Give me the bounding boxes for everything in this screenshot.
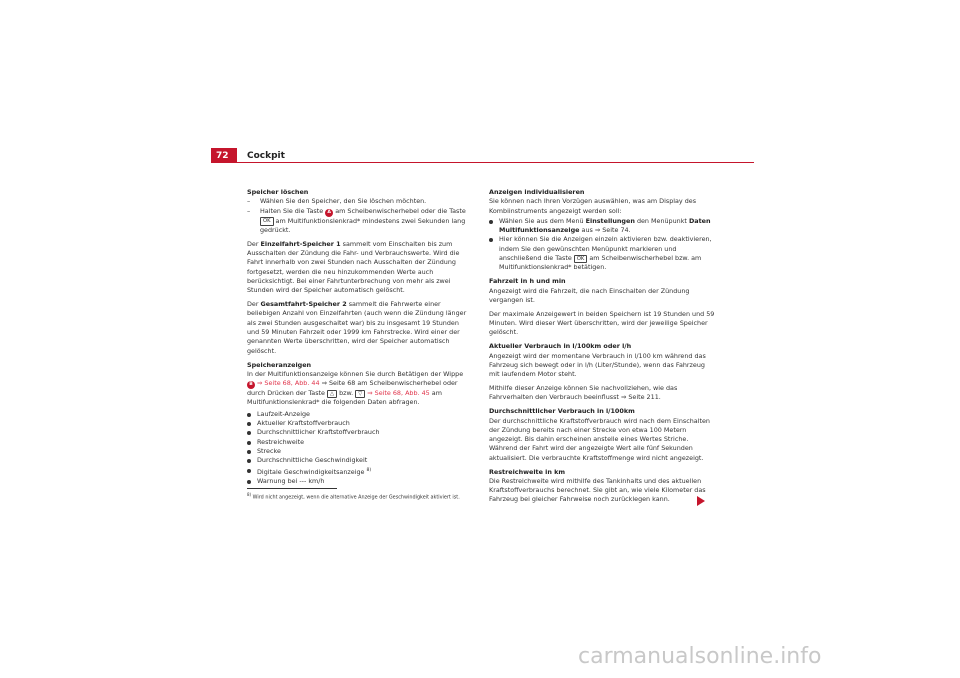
list-item <box>247 456 473 465</box>
bullet-icon <box>247 422 251 426</box>
step-item <box>247 197 473 206</box>
key-a-icon: A <box>325 209 333 217</box>
paragraph: Der maximale Anzeigewert in beiden Speichern ist 19 Stunden und 59 Minuten. Wird dieser Wert überschritten, wird der jeweilige Speicher gelöscht. <box>489 309 715 337</box>
list-item <box>247 410 473 419</box>
bullet-icon <box>247 413 251 417</box>
list-item-label: Laufzeit-Anzeige <box>257 409 310 418</box>
paragraph: Der durchschnittliche Kraftstoffverbrauch wird nach dem Einschalten der Zündung bereits nach einer Strecke von etwa 100 Metern angezeigt. Bis dahin erscheinen anstelle eines Wertes Striche. Während der Fahrt wird der angezeigte Wert alle fünf Sekunden aktualisiert. Die verbrauchte Kraftstoffmenge wird nicht angezeigt. <box>489 416 710 462</box>
header-divider <box>211 162 754 163</box>
list-item-label: Durchschnittlicher Kraftstoffverbrauch <box>257 428 380 437</box>
footnote-marker: 8) <box>247 492 252 497</box>
text: sammelt die Fahrwerte einer beliebigen Anzahl von Einzelfahrten (auch wenn die Zündung länger als zwei Stunden ausgeschaltet war) bis zu insgesamt 19 Stunden und 59 Minuten Fahrzeit oder 1999 km Fahrstrecke. Wird einer der genannten Werte überschritten, wird der Speicher automatisch gelöscht. <box>247 300 467 355</box>
list-item-label: Strecke <box>257 446 281 455</box>
list-item <box>247 477 473 486</box>
text: Hier können Sie die Anzeigen einzeln aktivieren bzw. deaktivieren, indem Sie den gewünschten Menüpunkt markieren und anschließend die Taste <box>499 235 712 263</box>
bullet-icon <box>247 431 251 435</box>
list-item <box>247 447 473 456</box>
heading-aktueller-verbrauch: Aktueller Verbrauch in l/100km oder l/h <box>489 342 632 351</box>
heading-restreichweite: Restreichweite in km <box>489 467 566 476</box>
bullet-icon <box>247 469 251 473</box>
bullet-icon <box>247 459 251 463</box>
text: aus ⇒ Seite 74. <box>581 226 631 235</box>
bullet-icon <box>247 480 251 484</box>
paragraph <box>247 240 473 296</box>
footnote-divider <box>247 488 337 489</box>
footnote <box>247 491 473 502</box>
list-item <box>489 217 715 236</box>
ok-button-icon: OK <box>574 255 588 264</box>
text: sammelt vom Einschalten bis zum Ausschalten der Zündung die Fahr- und Verbrauchswerte. Wird die Fahrt innerhalb von zwei Stunden nach Ausschalten der Zündung fortgesetzt, werden die neu hinzukommenden Werte auch berücksichtigt. Bei einer Fahrtunterbrechung von mehr als zwei Stunden wird der Speicher automatisch gelöscht. <box>247 239 460 295</box>
list-item-label: Digitale Geschwindigkeitsanzeige <box>257 467 365 476</box>
text: den Menüpunkt <box>636 216 687 225</box>
bullet-icon <box>247 441 251 445</box>
menu-term-daten: Daten Multifunktionsanzeige <box>499 216 711 235</box>
text: Wählen Sie aus dem Menü <box>499 216 584 225</box>
list-item <box>489 235 715 272</box>
list-item <box>247 438 473 447</box>
bullet-icon <box>489 238 493 242</box>
text: In der Multifunktionsanzeige können Sie durch Betätigen der Wippe <box>247 369 464 378</box>
watermark: carmanualsonline.info <box>578 644 822 669</box>
list-item <box>247 428 473 437</box>
paragraph <box>247 300 473 356</box>
bullet-icon <box>247 450 251 454</box>
up-key-icon: △ <box>327 390 337 399</box>
dash-marker: – <box>247 197 251 206</box>
text: Der <box>247 239 259 248</box>
text: am Multifunktionslenkrad* die folgenden Daten abfragen. <box>247 389 442 407</box>
paragraph <box>247 370 473 408</box>
step-item <box>247 207 473 236</box>
heading-fahrzeit: Fahrzeit in h und min <box>489 277 566 286</box>
continue-arrow-icon <box>697 496 705 506</box>
text: ⇒ Seite 68 am Scheibenwischerhebel oder durch Drücken der Taste <box>247 379 458 398</box>
paragraph: Angezeigt wird die Fahrzeit, die nach Einschalten der Zündung vergangen ist. <box>489 286 690 304</box>
figure-link[interactable]: ⇒ Seite 68, Abb. 44 <box>257 379 320 388</box>
right-column <box>489 188 715 509</box>
key-b-icon: B <box>247 381 255 389</box>
footnote-marker: 8) <box>366 467 372 473</box>
heading-speicheranzeigen: Speicheranzeigen <box>247 360 312 369</box>
paragraph: Sie können nach Ihren Vorzügen auswählen, was am Display des Kombiinstruments angezeigt werden soll: <box>489 197 697 215</box>
term-gesamtfahrt: Gesamtfahrt-Speicher 2 <box>260 300 347 309</box>
heading-anzeigen-individualisieren: Anzeigen individualisieren <box>489 188 585 196</box>
page-number: 72 <box>216 151 229 161</box>
dash-marker: – <box>247 206 251 215</box>
text: am Scheibenwischerhebel bzw. am Multifunktionslenkrad* betätigen. <box>499 254 702 272</box>
down-key-icon: ▽ <box>355 390 365 399</box>
footnote-text: Wird nicht angezeigt, wenn die alternative Anzeige der Geschwindigkeit aktiviert ist. <box>252 494 460 501</box>
step-text: Wählen Sie den Speicher, den Sie löschen möchten. <box>260 197 427 206</box>
bullet-icon <box>489 220 493 224</box>
paragraph: Die Restreichweite wird mithilfe des Tankinhalts und des aktuellen Kraftstoffverbrauchs berechnet. Sie gibt an, wie viele Kilometer das Fahrzeug bei gleicher Fahrweise noch zurücklegen kann. <box>489 476 706 504</box>
list-item-label: Aktueller Kraftstoffverbrauch <box>257 419 350 428</box>
paragraph: Angezeigt wird der momentane Verbrauch in l/100 km während das Fahrzeug sich bewegt oder in l/h (Liter/Stunde), wenn das Fahrzeug mit laufendem Motor steht. <box>489 351 706 379</box>
text: bzw. <box>339 389 354 398</box>
heading-durchschnittlicher-verbrauch: Durchschnittlicher Verbrauch in l/100km <box>489 407 635 416</box>
list-item <box>247 466 473 477</box>
step-text: am Multifunktionslenkrad* mindestens zwei Sekunden lang gedrückt. <box>260 216 466 234</box>
menu-term-einstellungen: Einstellungen <box>585 216 635 225</box>
step-text: am Scheibenwischerhebel oder die Taste <box>335 206 466 215</box>
step-text: Halten Sie die Taste <box>260 206 324 215</box>
section-title: Cockpit <box>247 151 285 161</box>
heading-speicher-loeschen: Speicher löschen <box>247 188 309 196</box>
ok-button-icon: OK <box>260 217 274 226</box>
figure-link[interactable]: ⇒ Seite 68, Abb. 45 <box>367 389 430 398</box>
paragraph: Mithilfe dieser Anzeige können Sie nachvollziehen, wie das Fahrverhalten den Verbrauch beeinflusst ⇒ Seite 211. <box>489 384 678 402</box>
list-item-label: Restreichweite <box>257 437 305 446</box>
text: Der <box>247 300 259 309</box>
list-item-label: Warnung bei --- km/h <box>257 476 325 485</box>
term-einzelfahrt: Einzelfahrt-Speicher 1 <box>260 239 341 248</box>
list-item <box>247 419 473 428</box>
left-column <box>247 188 473 486</box>
list-item-label: Durchschnittliche Geschwindigkeit <box>257 456 368 465</box>
